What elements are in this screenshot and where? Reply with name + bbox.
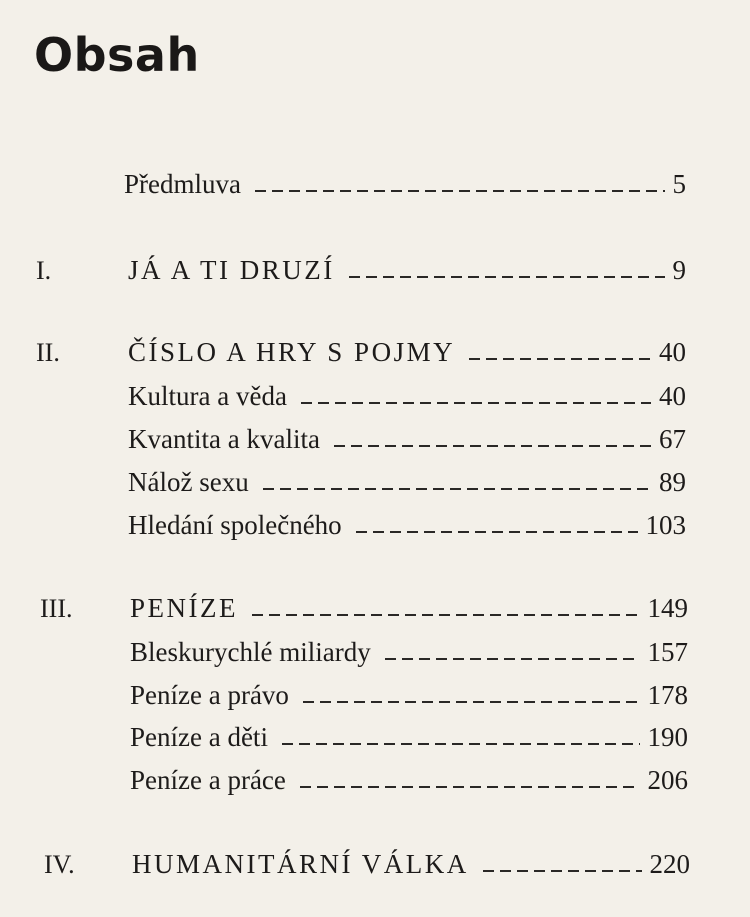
- toc-chapter-title: JÁ A TI DRUZÍ: [128, 255, 335, 285]
- toc-entry-title: Hledání společného: [128, 510, 342, 540]
- dotted-leader: [303, 701, 640, 703]
- dotted-leader: [469, 358, 651, 360]
- toc-entry[interactable]: [0, 711, 688, 751]
- toc-page-number: 190: [647, 722, 688, 752]
- dotted-leader: [349, 276, 665, 278]
- dotted-leader: [356, 531, 638, 533]
- toc-page-number: 220: [649, 849, 690, 879]
- toc-entry[interactable]: [0, 669, 688, 709]
- toc-page-number: 9: [672, 255, 686, 285]
- toc-chapter-3[interactable]: [0, 582, 688, 622]
- toc-page-number: 89: [659, 467, 686, 497]
- toc-chapter-title: ČÍSLO A HRY S POJMY: [128, 337, 456, 367]
- toc-page-number: 40: [659, 337, 686, 367]
- chapter-number: IV.: [44, 850, 75, 879]
- toc-chapter-1[interactable]: [0, 244, 686, 284]
- toc-page-number: 67: [659, 424, 686, 454]
- toc-entry[interactable]: [0, 370, 686, 410]
- toc-entry[interactable]: [0, 754, 688, 794]
- toc-entry-title: Předmluva: [124, 169, 241, 199]
- dotted-leader: [282, 743, 640, 745]
- toc-entry-predmluva[interactable]: [0, 158, 686, 198]
- dotted-leader: [263, 488, 651, 490]
- dotted-leader: [301, 402, 651, 404]
- toc-page-number: 103: [645, 510, 686, 540]
- toc-entry-title: Bleskurychlé miliardy: [130, 637, 371, 667]
- toc-chapter-4[interactable]: [0, 838, 690, 878]
- toc-entry-title: Peníze a práce: [130, 765, 286, 795]
- toc-page-number: 178: [647, 680, 688, 710]
- chapter-number: I.: [36, 256, 52, 285]
- dotted-leader: [252, 614, 640, 616]
- toc-page-number: 157: [647, 637, 688, 667]
- dotted-leader: [255, 190, 665, 192]
- toc-chapter-2[interactable]: [0, 326, 686, 366]
- chapter-number: III.: [40, 594, 73, 623]
- toc-page-number: 206: [647, 765, 688, 795]
- toc-page-number: 5: [672, 169, 686, 199]
- chapter-number: II.: [36, 338, 60, 367]
- toc-entry[interactable]: [0, 626, 688, 666]
- toc-page-number: 149: [647, 593, 688, 623]
- toc-entry-title: Kvantita a kvalita: [128, 424, 320, 454]
- toc-chapter-title: HUMANITÁRNÍ VÁLKA: [132, 849, 469, 879]
- dotted-leader: [300, 786, 640, 788]
- toc-entry[interactable]: [0, 499, 686, 539]
- toc-entry-title: Nálož sexu: [128, 467, 249, 497]
- dotted-leader: [483, 870, 642, 872]
- dotted-leader: [385, 658, 640, 660]
- toc-entry-title: Peníze a právo: [130, 680, 289, 710]
- toc-entry-title: Peníze a děti: [130, 722, 268, 752]
- toc-chapter-title: PENÍZE: [130, 593, 238, 623]
- toc-entry[interactable]: [0, 456, 686, 496]
- toc-entry[interactable]: [0, 413, 686, 453]
- page-title: Obsah: [34, 28, 200, 82]
- toc-page-number: 40: [659, 381, 686, 411]
- toc-entry-title: Kultura a věda: [128, 381, 287, 411]
- dotted-leader: [334, 445, 651, 447]
